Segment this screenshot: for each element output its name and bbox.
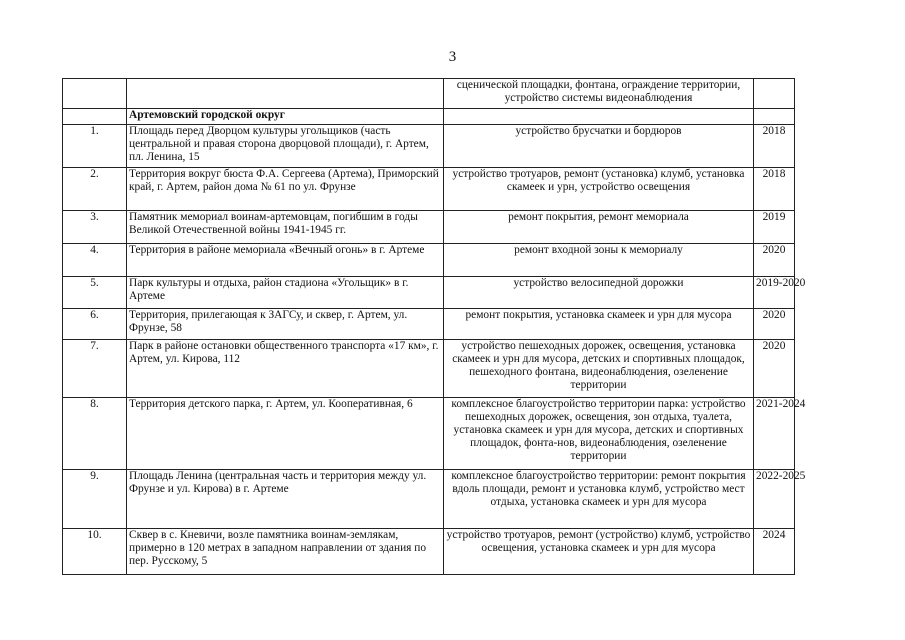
table-row [63, 309, 795, 340]
row-number: 2. [63, 168, 127, 211]
table-row-continued [63, 79, 795, 109]
table-row [63, 398, 795, 470]
section-title: Артемовский городской округ [127, 109, 444, 125]
cell-num [63, 109, 127, 125]
row-work: ремонт входной зоны к мемориалу [444, 244, 754, 277]
table-row [63, 470, 795, 529]
row-year: 2022-2025 [754, 470, 795, 529]
row-year: 2021-2024 [754, 398, 795, 470]
row-object: Территория детского парка, г. Артем, ул. Кооперативная, 6 [127, 398, 444, 470]
row-year: 2019-2020 [754, 277, 795, 309]
row-number: 1. [63, 125, 127, 168]
cell-year [754, 109, 795, 125]
table-row [63, 168, 795, 211]
cell-object [127, 79, 444, 109]
row-object: Территория, прилегающая к ЗАГСу, и сквер, г. Артем, ул. Фрунзе, 58 [127, 309, 444, 340]
row-work: ремонт покрытия, установка скамеек и урн для мусора [444, 309, 754, 340]
row-number: 3. [63, 211, 127, 244]
row-year: 2020 [754, 340, 795, 398]
row-number: 10. [63, 529, 127, 575]
row-number: 7. [63, 340, 127, 398]
improvement-table [62, 78, 806, 575]
section-row [63, 109, 795, 125]
row-work: комплексное благоустройство территории парка: устройство пешеходных дорожек, освещения, зон отдыха, туалета, установка скамеек и урн для мусора, детских и спортивных площадок, фонта-нов, видеонаблюдения, озеленение территории [444, 398, 754, 470]
row-work: устройство тротуаров, ремонт (устройство) клумб, устройство освещения, установка скамеек и урн для мусора [444, 529, 754, 575]
cell-work: сценической площадки, фонтана, ограждение территории, устройство системы видеонаблюдения [444, 79, 754, 109]
cell-year [754, 79, 795, 109]
row-object: Памятник мемориал воинам-артемовцам, погибшим в годы Великой Отечественной войны 1941-1945 гг. [127, 211, 444, 244]
cell-num [63, 79, 127, 109]
page-number: 3 [448, 49, 457, 65]
row-year: 2020 [754, 309, 795, 340]
table-row [63, 211, 795, 244]
row-number: 5. [63, 277, 127, 309]
row-number: 6. [63, 309, 127, 340]
row-year: 2024 [754, 529, 795, 575]
row-work: устройство пешеходных дорожек, освещения, установка скамеек и урн для мусора, детских и спортивных площадок, пешеходного фонтана, видеонаблюдения, озеленение территории [444, 340, 754, 398]
row-work: комплексное благоустройство территории: ремонт покрытия вдоль площади, ремонт и установка клумб, устройство мест отдыха, установка скамеек и урн для мусора [444, 470, 754, 529]
row-number: 4. [63, 244, 127, 277]
row-object: Сквер в с. Кневичи, возле памятника воинам-землякам, примерно в 120 метрах в западном направлении от здания по пер. Русскому, 5 [127, 529, 444, 575]
row-number: 9. [63, 470, 127, 529]
row-object: Парк в районе остановки общественного транспорта «17 км», г. Артем, ул. Кирова, 112 [127, 340, 444, 398]
row-year: 2018 [754, 125, 795, 168]
table-row [63, 529, 795, 575]
row-object: Площадь Ленина (центральная часть и территория между ул. Фрунзе и ул. Кирова) в г. Артеме [127, 470, 444, 529]
table-row [63, 340, 795, 398]
row-object: Территория вокруг бюста Ф.А. Сергеева (Артема), Приморский край, г. Артем, район дома № 61 по ул. Фрунзе [127, 168, 444, 211]
row-work: ремонт покрытия, ремонт мемориала [444, 211, 754, 244]
table-row [63, 244, 795, 277]
row-number: 8. [63, 398, 127, 470]
row-year: 2019 [754, 211, 795, 244]
row-year: 2018 [754, 168, 795, 211]
row-object: Территория в районе мемориала «Вечный огонь» в г. Артеме [127, 244, 444, 277]
row-object: Площадь перед Дворцом культуры угольщиков (часть центральной и правая сторона дворцовой площади), г. Артем, пл. Ленина, 15 [127, 125, 444, 168]
table-row [63, 277, 795, 309]
row-work: устройство брусчатки и бордюров [444, 125, 754, 168]
row-year: 2020 [754, 244, 795, 277]
cell-work [444, 109, 754, 125]
row-object: Парк культуры и отдыха, район стадиона «Угольщик» в г. Артеме [127, 277, 444, 309]
row-work: устройство тротуаров, ремонт (установка) клумб, установка скамеек и урн, устройство освещения [444, 168, 754, 211]
table-row [63, 125, 795, 168]
row-work: устройство велосипедной дорожки [444, 277, 754, 309]
